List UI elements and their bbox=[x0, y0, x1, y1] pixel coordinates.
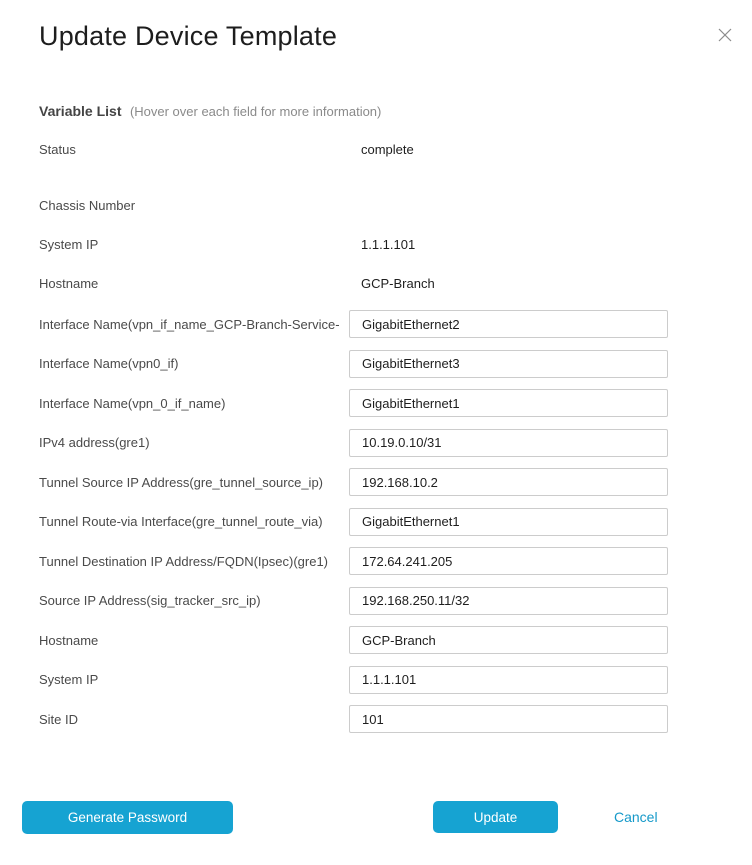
section-hint: (Hover over each field for more information) bbox=[129, 104, 382, 119]
field-label: IPv4 address(gre1) bbox=[39, 435, 150, 450]
field-label: Tunnel Source IP Address(gre_tunnel_source_ip) bbox=[39, 474, 324, 490]
variable-row bbox=[39, 310, 668, 338]
field-label: Interface Name(vpn_if_name_GCP-Branch-Service- bbox=[39, 316, 340, 332]
update-device-template-dialog bbox=[0, 20, 752, 865]
variable-list-section bbox=[0, 103, 752, 733]
status-value: complete bbox=[361, 141, 414, 157]
readonly-row-hostname bbox=[39, 274, 668, 292]
source-ip-address-input[interactable] bbox=[349, 587, 668, 615]
field-label: Site ID bbox=[39, 711, 79, 727]
variable-row bbox=[39, 626, 668, 654]
site-id-input[interactable] bbox=[349, 705, 668, 733]
field-label: Hostname bbox=[39, 632, 99, 648]
tunnel-route-via-interface-input[interactable] bbox=[349, 508, 668, 536]
variable-row bbox=[39, 666, 668, 694]
hostname-value: GCP-Branch bbox=[361, 275, 435, 291]
tunnel-source-ip-input[interactable] bbox=[349, 468, 668, 496]
ipv4-address-gre1-input[interactable] bbox=[349, 429, 668, 457]
system-ip-input[interactable] bbox=[349, 666, 668, 694]
variable-row bbox=[39, 587, 668, 615]
close-button[interactable] bbox=[715, 25, 735, 45]
readonly-row-chassis-number bbox=[39, 196, 668, 214]
variable-row bbox=[39, 705, 668, 733]
hostname-input[interactable] bbox=[349, 626, 668, 654]
cancel-link[interactable]: Cancel bbox=[614, 809, 658, 825]
field-label: Interface Name(vpn0_if) bbox=[39, 356, 179, 371]
interface-name-vpn-0-if-name-input[interactable] bbox=[349, 389, 668, 417]
close-icon bbox=[718, 28, 732, 42]
section-header bbox=[39, 103, 668, 120]
variable-row bbox=[39, 468, 668, 496]
generate-password-button[interactable]: Generate Password bbox=[22, 801, 233, 834]
section-title: Variable List bbox=[39, 103, 122, 119]
variable-row bbox=[39, 547, 668, 575]
field-label: Chassis Number bbox=[39, 197, 136, 213]
field-label: System IP bbox=[39, 672, 99, 687]
field-label: Status bbox=[39, 141, 76, 157]
variable-row bbox=[39, 350, 668, 378]
system-ip-value: 1.1.1.101 bbox=[361, 236, 416, 252]
readonly-row-status bbox=[39, 140, 668, 158]
field-label: Source IP Address(sig_tracker_src_ip) bbox=[39, 593, 261, 608]
field-label: Hostname bbox=[39, 275, 99, 291]
readonly-row-system-ip bbox=[39, 235, 668, 253]
dialog-title: Update Device Template bbox=[39, 21, 338, 51]
interface-name-vpn0-if-input[interactable] bbox=[349, 350, 668, 378]
field-label: Tunnel Destination IP Address/FQDN(Ipsec)(gre1) bbox=[39, 553, 329, 569]
interface-name-service-input[interactable] bbox=[349, 310, 668, 338]
field-label: Tunnel Route-via Interface(gre_tunnel_route_via) bbox=[39, 514, 323, 529]
variable-row bbox=[39, 429, 668, 457]
dialog-footer bbox=[0, 801, 752, 835]
field-label: Interface Name(vpn_0_if_name) bbox=[39, 395, 226, 411]
update-button[interactable]: Update bbox=[433, 801, 558, 833]
field-label: System IP bbox=[39, 236, 99, 252]
variable-row bbox=[39, 389, 668, 417]
variable-row bbox=[39, 508, 668, 536]
tunnel-destination-ip-input[interactable] bbox=[349, 547, 668, 575]
